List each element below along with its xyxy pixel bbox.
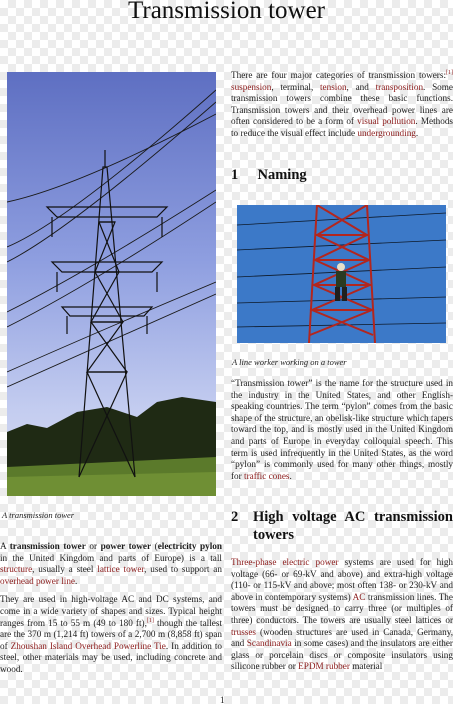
text-run: . [289, 470, 292, 481]
text-run: material [349, 661, 383, 672]
inline-link[interactable]: undergrounding [357, 127, 416, 138]
inline-link[interactable]: tension [320, 81, 347, 92]
inline-link[interactable]: traffic cones [244, 470, 290, 481]
text-run: systems are used for high voltage (66- or 69-kV and above) and extra-high voltage (110- or 115-kV and above; most often 138- or 230-kV and above in contemporary systems) [231, 557, 453, 602]
text-run: . In addition to steel, other materials may be used, including concrete and wood. [0, 640, 222, 674]
section-1-title: Naming [257, 167, 307, 183]
ac-towers-paragraph [231, 557, 453, 673]
lead-paragraph-1 [0, 541, 222, 587]
page-title: Transmission tower [127, 0, 325, 24]
inline-link[interactable]: trusses [231, 626, 257, 637]
section-2-number: 2 [231, 509, 239, 525]
lead-paragraph-2 [0, 594, 222, 675]
transmission-tower-photo [7, 72, 216, 496]
section-1-heading [231, 166, 307, 184]
text-run: . [75, 575, 78, 586]
text-run: They are used in high-voltage AC and DC systems, and come in a wide variety of shapes and sizes. Typical height ranges from 15 to 55 m (49 to 180 ft), [0, 594, 222, 628]
line-worker-photo [237, 205, 446, 343]
text-run: , and [346, 81, 376, 92]
text-run: (wooden structures are used in Canada, Germany, and [231, 626, 453, 649]
inline-link[interactable]: Zhoushan Island Overhead Powerline Tie [10, 640, 166, 651]
inline-link[interactable]: lattice tower [97, 564, 145, 575]
figure2-caption: A line worker working on a tower [232, 357, 347, 367]
inline-link[interactable]: suspension [231, 81, 272, 92]
naming-section [231, 378, 453, 482]
text-run: or [85, 541, 101, 551]
tower-photo-art [7, 72, 216, 496]
inline-link[interactable]: structure [0, 564, 33, 575]
text-run: “Transmission tower” is the name for the structure used in the industry in the United States, and other English-speaking countries. The term “pylon” comes from the basic shape of the structure, an obelisk-like structure which tapers toward the top, and is mostly used in the United Kingdom and parts of Europe in everyday colloquial speech. This term is used infrequently in the United States, as the word “pylon” is commonly used for many other things, mostly for [231, 378, 453, 481]
inline-link[interactable]: AC [352, 591, 366, 602]
text-run: in the United Kingdom and parts of Europe) is a tall [0, 552, 222, 563]
citation-marker[interactable]: [1] [146, 617, 154, 624]
inline-link[interactable]: overhead power line [0, 575, 75, 586]
worker-photo-art [237, 205, 446, 343]
text-run: ( [151, 541, 158, 551]
bold-term: transmission tower [9, 541, 86, 551]
inline-link[interactable]: EPDM rubber [298, 661, 350, 672]
page-number: 1 [220, 695, 225, 705]
naming-paragraph [231, 378, 453, 482]
text-run: , usually a steel [32, 564, 98, 575]
section-2-heading [231, 508, 453, 544]
inline-link[interactable]: transposition [375, 81, 424, 92]
intro-paragraph [231, 70, 453, 140]
text-run: There are four major categories of transmission towers: [231, 70, 446, 80]
intro-section [231, 70, 453, 140]
text-run: . Some transmission towers combine these basic functions. Transmission towers and their overhead power lines are often considered to be a form of [231, 81, 453, 127]
section-2-title: High voltage AC transmission towers [253, 509, 453, 543]
bold-term: power tower [100, 541, 152, 551]
text-run: transmission lines. The towers must be designed to carry three (or multiples of three) conductors. The towers are usually steel lattices or [231, 591, 453, 625]
text-run: , terminal, [271, 81, 320, 92]
text-run: , used to support an [144, 564, 222, 575]
bold-term: electricity pylon [157, 541, 222, 551]
text-run: in some cases) and the insulators are either glass or porcelain discs or composite insulators using silicone rubber or [231, 638, 453, 672]
citation-marker[interactable]: [1] [446, 69, 453, 76]
lead-section [0, 541, 222, 676]
text-run: A [0, 541, 10, 551]
ac-towers-section [231, 557, 453, 673]
text-run: though the tallest are the 370 m (1,214 ft) towers of a 2,700 m (8,858 ft) span of [0, 617, 222, 651]
figure1-caption: A transmission tower [2, 510, 75, 520]
text-run: . Methods to reduce the visual effect include [231, 116, 453, 138]
inline-link[interactable]: Three-phase electric power [231, 557, 339, 567]
inline-link[interactable]: visual pollution [357, 116, 416, 127]
section-1-number: 1 [231, 167, 239, 183]
inline-link[interactable]: Scandinavia [246, 638, 292, 649]
text-run: . [415, 127, 419, 138]
